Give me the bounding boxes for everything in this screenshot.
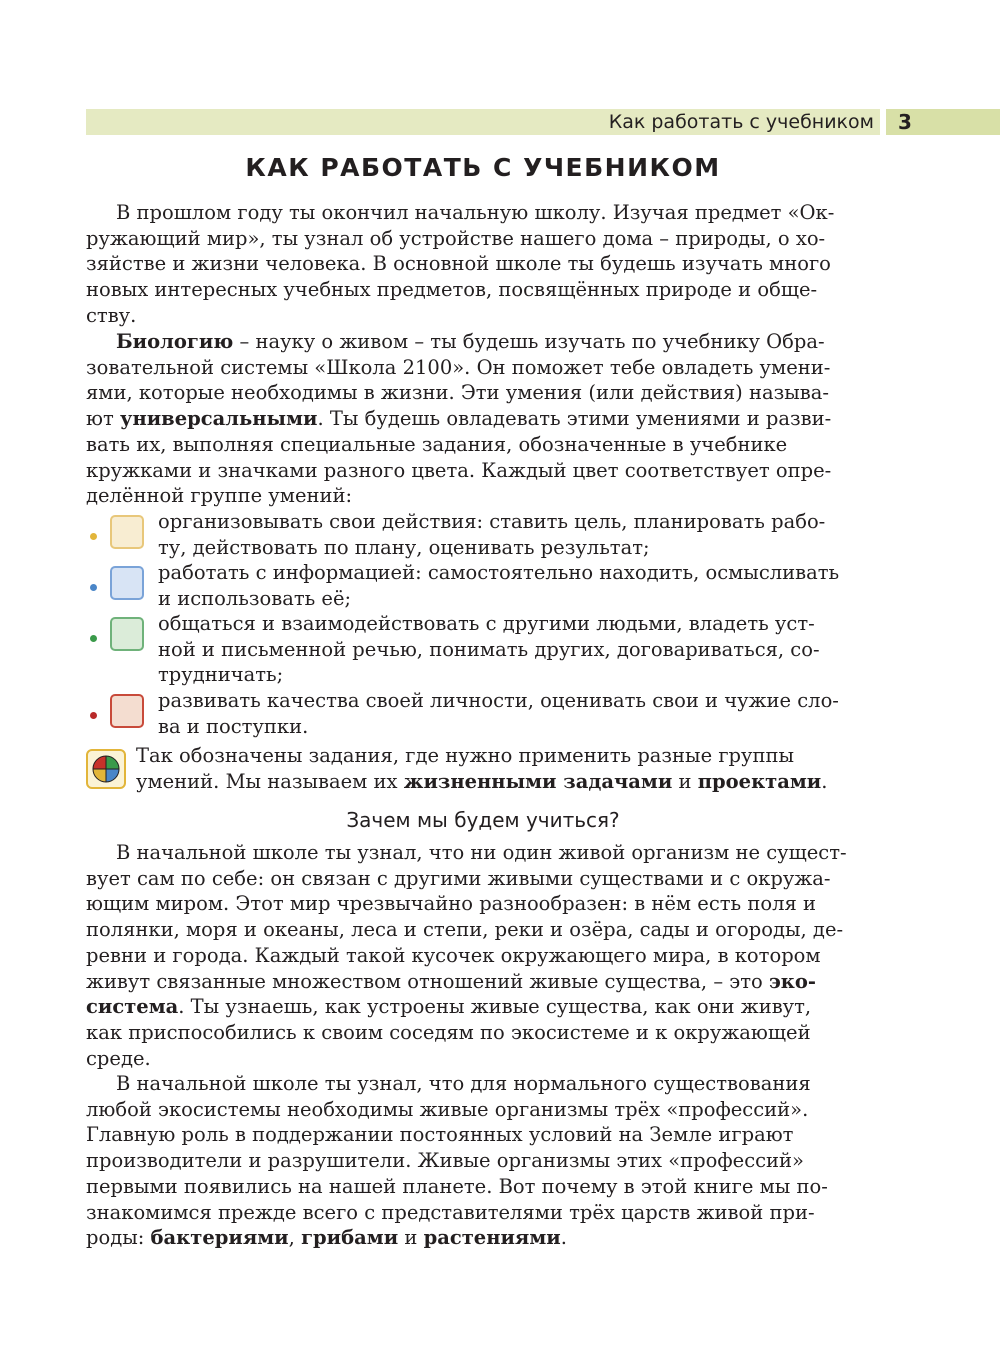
text-line: вует сам по себе: он связан с другими живыми существами и с окружа- (86, 866, 831, 890)
text-line: ющим миром. Этот мир чрезвычайно разнообразен: в нём есть поля и (86, 892, 816, 916)
green-dot-icon (90, 635, 97, 642)
text-line: знакомимся прежде всего с представителями трёх царств живой при- (86, 1200, 815, 1224)
text-span: роды: (86, 1226, 151, 1250)
text-line: ной и письменной речью, понимать других, договариваться, со- (158, 637, 820, 661)
text-line: В начальной школе ты узнал, что ни один живой организм не сущест- (116, 841, 847, 864)
text-line: общаться и взаимодействовать с другими людьми, владеть уст- (158, 612, 815, 635)
bold-term: бактериями (150, 1226, 289, 1250)
life-tasks-note (86, 743, 886, 799)
skill-item-information (86, 560, 886, 612)
text-line: зяйстве и жизни человека. В основной школе ты будешь изучать много (86, 252, 831, 276)
text-line (116, 329, 880, 355)
ecosystem-paragraph (86, 840, 880, 1071)
text-line (86, 1225, 880, 1251)
running-header (86, 109, 880, 135)
text-line: развивать качества своей личности, оценивать свои и чужие сло- (158, 689, 839, 712)
blue-square-icon (110, 566, 144, 600)
bold-term: универсальными (119, 407, 318, 431)
skill-item-organize (86, 509, 886, 561)
yellow-dot-icon (90, 533, 97, 540)
red-square-icon (110, 694, 144, 728)
yellow-square-icon (110, 515, 144, 549)
text-span: . Ты узнаешь, как устроены живые существа, как они живут, (178, 995, 812, 1019)
text-span: . Ты будешь овладевать этими умениями и разви- (317, 407, 832, 431)
page-number: 3 (898, 110, 912, 134)
page-title: КАК РАБОТАТЬ С УЧЕБНИКОМ (245, 153, 721, 182)
running-title: Как работать с учебником (608, 111, 874, 133)
text-span: . (560, 1226, 567, 1250)
text-line: полянки, моря и океаны, леса и степи, реки и озёра, сады и огороды, де- (86, 918, 844, 942)
text-line: и использовать её; (158, 586, 352, 610)
text-line: новых интересных учебных предметов, посвящённых природе и обще- (86, 278, 818, 302)
text-line: любой экосистемы необходимы живые организмы трёх «профессий». (86, 1097, 809, 1121)
bold-term: эко- (768, 969, 816, 993)
bold-term: растениями (423, 1226, 561, 1250)
text-line: трудничать; (158, 663, 284, 687)
text-line: производители и разрушители. Живые организмы этих «профессий» (86, 1149, 804, 1173)
red-dot-icon (90, 712, 97, 719)
text-line: В начальной школе ты узнал, что для нормального существования (116, 1072, 811, 1095)
biology-paragraph (86, 329, 880, 509)
blue-dot-icon (90, 584, 97, 591)
bold-term: проектами (697, 769, 822, 793)
text-span: умений. Мы называем их (136, 769, 404, 793)
text-span: – науку о живом – ты будешь изучать по учебнику Обра- (233, 330, 825, 353)
bold-term: жизненными задачами (403, 769, 673, 793)
text-line: ва и поступки. (158, 714, 309, 738)
skill-item-communicate (86, 611, 886, 689)
text-line: ружающий мир», ты узнал об устройстве нашего дома – природы, о хо- (86, 226, 826, 250)
bold-term: система (86, 995, 179, 1019)
four-color-circle-icon (86, 749, 126, 789)
text-span: , (288, 1226, 302, 1250)
text-line (136, 769, 880, 795)
skill-item-personality (86, 688, 886, 740)
bold-term: Биологию (116, 330, 234, 353)
text-line: зовательной системы «Школа 2100». Он поможет тебе овладеть умени- (86, 355, 831, 379)
section-heading: Зачем мы будем учиться? (346, 808, 620, 832)
text-line (86, 994, 880, 1020)
intro-paragraph (86, 200, 880, 329)
text-span: и (672, 769, 698, 793)
green-square-icon (110, 617, 144, 651)
text-span: и (398, 1226, 424, 1250)
page-number-box (886, 109, 1000, 135)
text-line (86, 969, 880, 995)
text-line: В прошлом году ты окончил начальную школу. Изучая предмет «Ок- (116, 201, 835, 224)
text-line: работать с информацией: самостоятельно находить, осмысливать (158, 561, 840, 584)
text-line: Главную роль в поддержании постоянных условий на Земле играют (86, 1123, 794, 1147)
text-line: Так обозначены задания, где нужно применить разные группы (136, 744, 795, 767)
text-line: ями, которые необходимы в жизни. Эти умения (или действия) называ- (86, 381, 829, 405)
text-line: ству. (86, 303, 137, 327)
bold-term: грибами (301, 1226, 399, 1250)
text-line: кружками и значками разного цвета. Каждый цвет соответствует опре- (86, 458, 832, 482)
text-line: как приспособились к своим соседям по экосистеме и к окружающей (86, 1020, 811, 1044)
text-line: ту, действовать по плану, оценивать результат; (158, 535, 650, 559)
text-span: ют (86, 407, 120, 431)
text-span: . (821, 769, 828, 793)
text-line: первыми появились на нашей планете. Вот почему в этой книге мы по- (86, 1174, 828, 1198)
text-line: делённой группе умений: (86, 484, 353, 508)
text-line: вать их, выполняя специальные задания, обозначенные в учебнике (86, 432, 788, 456)
text-line: ревни и города. Каждый такой кусочек окружающего мира, в котором (86, 943, 821, 967)
text-line (86, 406, 880, 432)
text-span: живут связанные множеством отношений живые существа, – это (86, 969, 769, 993)
kingdoms-paragraph (86, 1071, 880, 1251)
text-line: организовывать свои действия: ставить цель, планировать рабо- (158, 510, 826, 533)
text-line: среде. (86, 1046, 151, 1070)
